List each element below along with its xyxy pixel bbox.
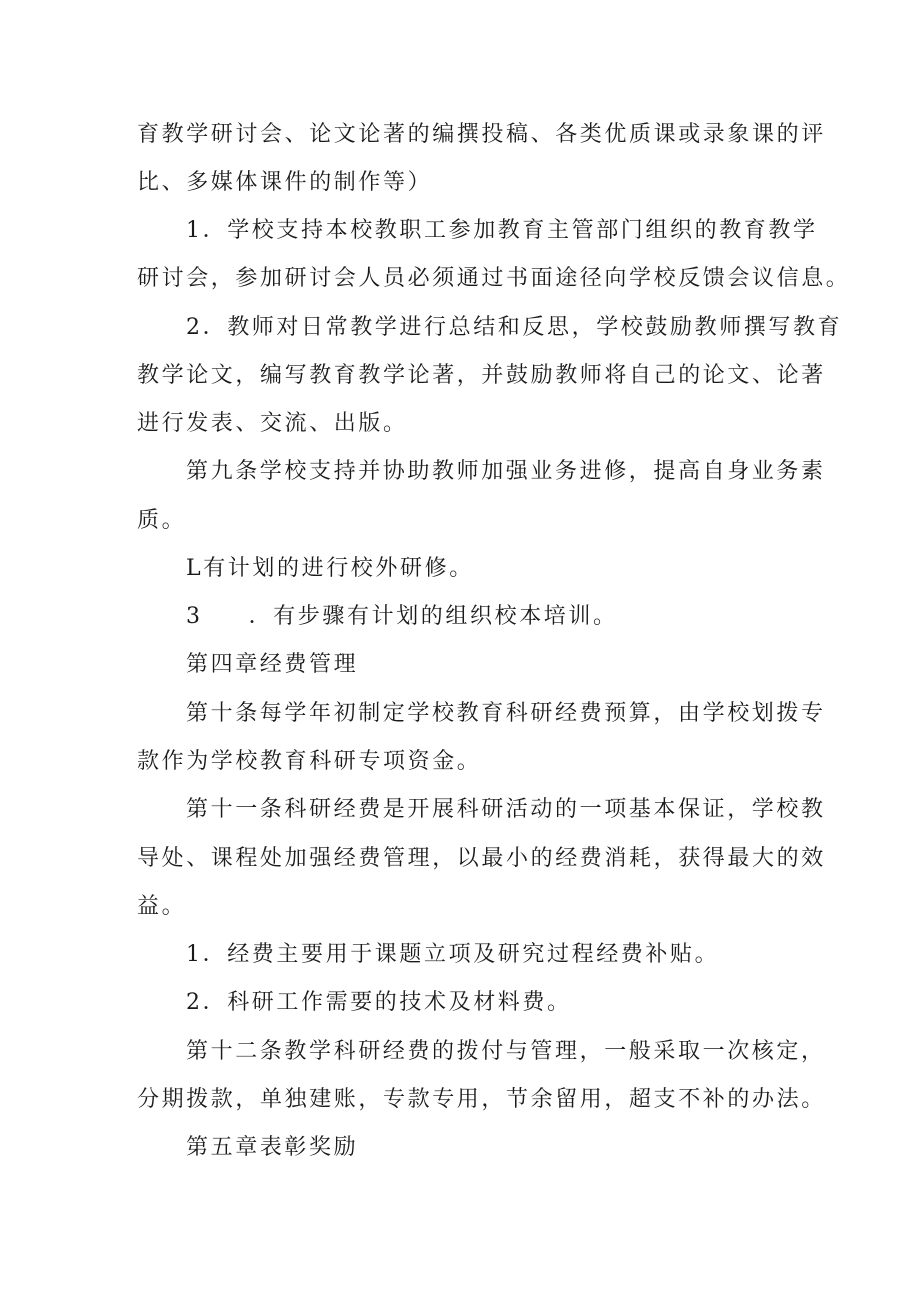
list-item: L有计划的进行校外研修。 [186, 556, 474, 581]
text-line: 研讨会，参加研讨会人员必须通过书面途径向学校反馈会议信息。 [137, 266, 851, 291]
list-number: 3 [186, 604, 203, 629]
text-line: 款作为学校教育科研专项资金。 [137, 749, 482, 774]
article-paragraph: 第十二条教学科研经费的拨付与管理，一般采取一次核定， [186, 1039, 826, 1064]
text-line: 导处、课程处加强经费管理，以最小的经费消耗，获得最大的效 [137, 846, 826, 871]
list-text: ．有步骤有计划的组织校本培训。 [248, 604, 618, 629]
text-line: 比、多媒体课件的制作等） [137, 170, 433, 195]
chapter-heading: 第五章表彰奖励 [186, 1135, 359, 1160]
article-paragraph: 第十条每学年初制定学校教育科研经费预算，由学校划拨专 [186, 701, 826, 726]
text-line: 益。 [137, 894, 187, 919]
text-line: 质。 [137, 508, 187, 533]
list-item: 2．科研工作需要的技术及材料费。 [186, 990, 572, 1015]
list-item [186, 602, 618, 632]
text-line: 育教学研讨会、论文论著的编撰投稿、各类优质课或录象课的评 [137, 122, 826, 147]
article-paragraph: 第九条学校支持并协助教师加强业务进修，提高自身业务素 [186, 459, 826, 484]
text-line: 分期拨款，单独建账，专款专用，节余留用，超支不补的办法。 [137, 1087, 826, 1112]
chapter-heading: 第四章经费管理 [186, 652, 359, 677]
list-item: 2．教师对日常教学进行总结和反思，学校鼓励教师撰写教育 [186, 315, 843, 340]
article-paragraph: 第十一条科研经费是开展科研活动的一项基本保证，学校教 [186, 797, 826, 822]
text-line: 教学论文，编写教育教学论著，并鼓励教师将自己的论文、论著 [137, 363, 826, 388]
list-item: 1．经费主要用于课题立项及研究过程经费补贴。 [186, 942, 720, 967]
text-line: 进行发表、交流、出版。 [137, 411, 408, 436]
list-item: 1．学校支持本校教职工参加教育主管部门组织的教育教学 [186, 218, 818, 243]
